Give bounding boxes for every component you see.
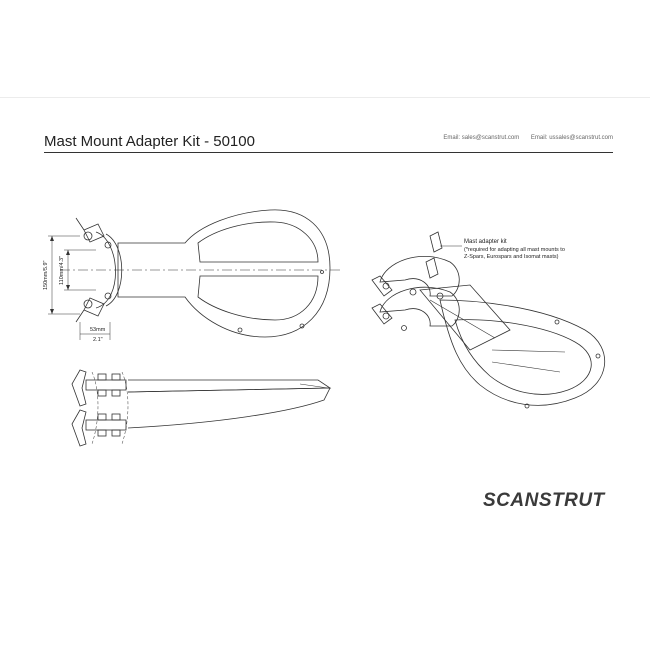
dim-label-depth-in: 2.1" xyxy=(93,337,103,343)
top-view-outline xyxy=(118,210,330,337)
side-view-plate xyxy=(86,420,126,430)
mount-hole xyxy=(238,328,242,332)
callout-note-line1: (*required for adapting all mast mounts to xyxy=(464,246,565,253)
side-view-plate xyxy=(86,380,126,390)
side-view-drawing xyxy=(72,370,330,446)
top-view-inner-cutout xyxy=(198,222,318,262)
mount-hole xyxy=(321,271,324,274)
iso-screw xyxy=(402,326,407,331)
side-view-bracket xyxy=(72,370,86,406)
top-view-clamp xyxy=(84,298,104,316)
dim-label-inner-height: 110mm/4.3" xyxy=(59,255,65,285)
dim-label-depth-mm: 53mm xyxy=(90,327,106,333)
iso-clamp-lower xyxy=(380,287,459,326)
side-view-profile xyxy=(128,388,330,428)
iso-arm xyxy=(420,285,510,350)
sales-email: Email: sales@scanstrut.com xyxy=(443,135,520,141)
iso-screw xyxy=(410,289,416,295)
iso-screw xyxy=(383,313,389,319)
top-view-clamp xyxy=(84,224,104,242)
document-title: Mast Mount Adapter Kit - 50100 xyxy=(44,133,255,150)
callout-note-line2: Z-Spars, Eurospars and Isomat masts) xyxy=(464,254,559,260)
side-view-bracket xyxy=(72,410,86,446)
iso-screw xyxy=(596,354,600,358)
top-view-drawing xyxy=(48,210,340,340)
top-view-inner-cutout xyxy=(198,276,318,320)
ussales-email: Email: ussales@scanstrut.com xyxy=(530,135,613,141)
dim-label-outer-height: 150mm/5.9" xyxy=(43,260,49,290)
scanstrut-logo: SCANSTRUT xyxy=(483,490,605,511)
mast-adapter-callout xyxy=(464,239,565,262)
iso-tray-inner xyxy=(455,320,591,395)
iso-tray-outline xyxy=(440,300,605,405)
iso-screw xyxy=(555,320,559,324)
callout-title: Mast adapter kit xyxy=(464,239,507,245)
